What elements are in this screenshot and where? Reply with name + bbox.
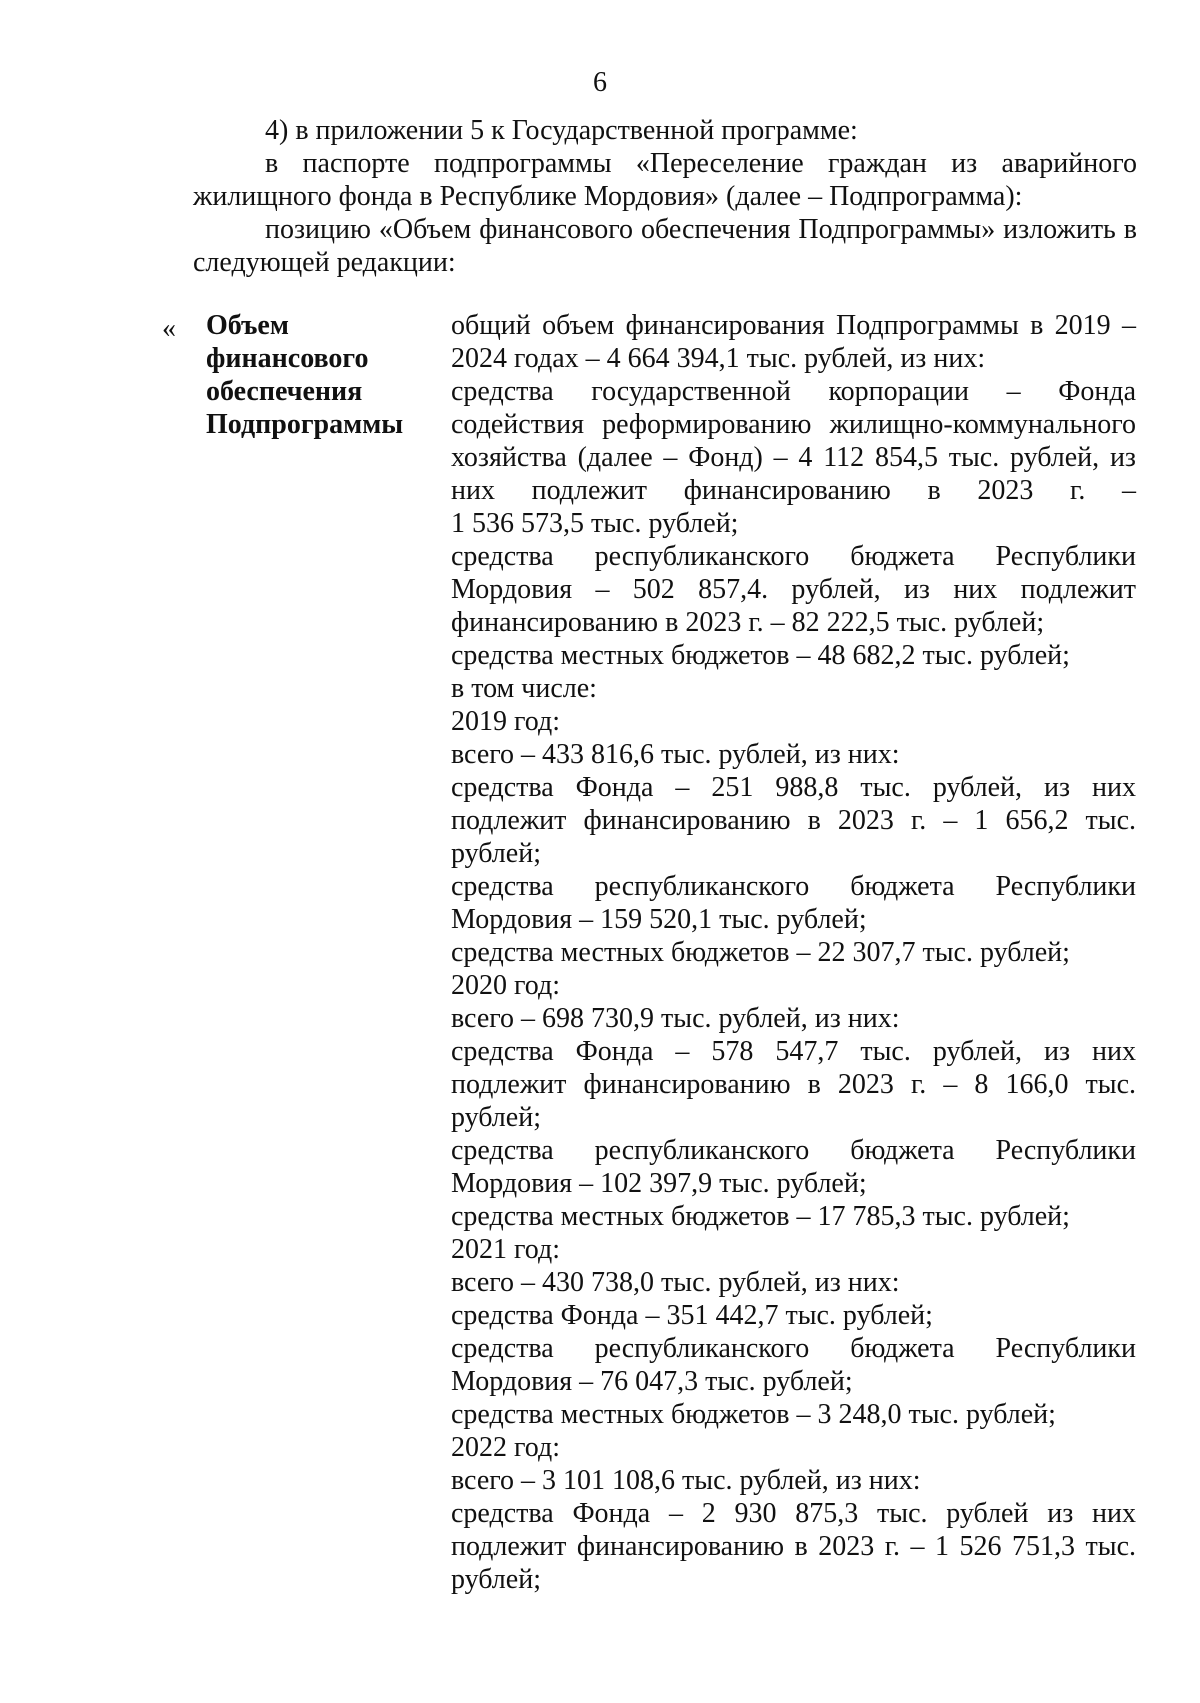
label-line: Подпрограммы xyxy=(206,409,404,440)
page-number: 6 xyxy=(593,67,607,98)
year-heading: 2020 год: xyxy=(451,970,561,1001)
funding-paragraph: средства Фонда – 578 547,7 тыс. рублей, из них подлежит финансированию в 2023 г. – 8 166,0 тыс. рублей; xyxy=(451,1036,1136,1133)
funding-paragraph: 1 536 573,5 тыс. рублей; xyxy=(451,508,739,539)
funding-paragraph: средства республиканского бюджета Республики Мордовия – 502 857,4. рублей, из них подлежит финансированию в 2023 г. – 82 222,5 тыс. рублей; xyxy=(451,541,1136,638)
year-heading: 2021 год: xyxy=(451,1234,561,1265)
label-line: обеспечения xyxy=(206,376,363,407)
funding-paragraph: средства республиканского бюджета Республики Мордовия – 159 520,1 тыс. рублей; xyxy=(451,871,1136,935)
funding-paragraph: средства местных бюджетов – 17 785,3 тыс. рублей; xyxy=(451,1201,1070,1232)
funding-paragraph: всего – 3 101 108,6 тыс. рублей, из них: xyxy=(451,1465,921,1496)
funding-paragraph: общий объем финансирования Подпрограммы в 2019 – 2024 годах – 4 664 394,1 тыс. рублей, из них: xyxy=(451,310,1136,374)
year-heading: 2019 год: xyxy=(451,706,561,737)
intro-paragraph: в паспорте подпрограммы «Переселение граждан из аварийного жилищного фонда в Республике Мордовия» (далее – Подпрограмма): xyxy=(193,148,1137,212)
funding-paragraph: средства государственной корпорации – Фонда содействия реформированию жилищно-коммунального хозяйства (далее – Фонд) – 4 112 854,5 тыс. рублей, из них подлежит финансированию в 2023 г. – xyxy=(451,376,1136,506)
label-line: Объем xyxy=(206,310,289,341)
funding-paragraph: средства Фонда – 351 442,7 тыс. рублей; xyxy=(451,1300,933,1331)
intro-paragraph: 4) в приложении 5 к Государственной программе: xyxy=(265,115,858,146)
year-heading: 2022 год: xyxy=(451,1432,561,1463)
intro-text xyxy=(193,114,1137,279)
funding-paragraph: средства Фонда – 251 988,8 тыс. рублей, из них подлежит финансированию в 2023 г. – 1 656,2 тыс. рублей; xyxy=(451,772,1136,869)
position-label xyxy=(206,309,436,441)
funding-paragraph: всего – 430 738,0 тыс. рублей, из них: xyxy=(451,1267,900,1298)
funding-paragraph: всего – 698 730,9 тыс. рублей, из них: xyxy=(451,1003,900,1034)
funding-paragraph: средства местных бюджетов – 3 248,0 тыс. рублей; xyxy=(451,1399,1056,1430)
funding-description xyxy=(451,309,1136,1596)
funding-paragraph: средства республиканского бюджета Республики Мордовия – 102 397,9 тыс. рублей; xyxy=(451,1135,1136,1199)
funding-paragraph: в том числе: xyxy=(451,673,597,704)
funding-paragraph: средства Фонда – 2 930 875,3 тыс. рублей из них подлежит финансированию в 2023 г. – 1 526 751,3 тыс. рублей; xyxy=(451,1498,1136,1595)
label-line: финансового xyxy=(206,343,369,374)
funding-paragraph: средства республиканского бюджета Республики Мордовия – 76 047,3 тыс. рублей; xyxy=(451,1333,1136,1397)
funding-paragraph: средства местных бюджетов – 22 307,7 тыс. рублей; xyxy=(451,937,1070,968)
intro-paragraph: позицию «Объем финансового обеспечения Подпрограммы» изложить в следующей редакции: xyxy=(193,214,1137,278)
funding-paragraph: всего – 433 816,6 тыс. рублей, из них: xyxy=(451,739,900,770)
opening-quote: « xyxy=(162,313,176,344)
funding-paragraph: средства местных бюджетов – 48 682,2 тыс. рублей; xyxy=(451,640,1070,671)
